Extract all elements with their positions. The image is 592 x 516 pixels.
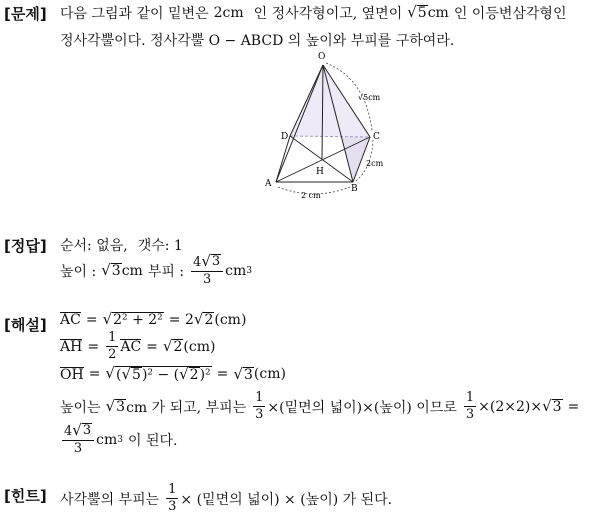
vertex-label-o: O — [318, 52, 326, 62]
solution-line-ac: AC = √ 2² + 2² = 2 √ 2 (cm) — [60, 310, 247, 329]
vertex-label-b: B — [351, 184, 358, 194]
solution-line-text: 높이는 √ 3 cm 가 되고, 부피는 $\frac{1}{3}$ ×(밑면의 넓이)×(높이) 이므로 $\frac{1}{3}$ ×(2×2)× √ 3 = — [60, 390, 580, 423]
vertex-label-a: A — [265, 179, 272, 189]
answer-line-1 — [60, 235, 183, 255]
edge-unit: cm — [427, 5, 449, 21]
solution-line-result: 4 √ 3 3 cm 3 이 된다. — [64, 421, 178, 457]
sqrt-expression: √ 2 — [193, 310, 214, 329]
problem-label: [문제] — [4, 5, 47, 23]
sqrt-expression: √ 2² + 2² — [102, 310, 163, 329]
vertex-label-c: C — [373, 132, 380, 142]
side-length-label: 2cm — [366, 159, 384, 168]
answer-label: [정답] — [4, 237, 47, 255]
problem-text: 정사각뿔이다. 정사각뿔 O − ABCD 의 높이와 부피를 구하여라. — [60, 33, 455, 49]
result-fraction: 4 √ 3 3 — [62, 423, 94, 458]
segment-ac: AC — [60, 312, 81, 329]
slant-length-label: √5cm — [358, 93, 381, 102]
hint-line: 사각뿔의 부피는 $\frac{1}{3}$ × (밑면의 넓이) × (높이) 가 된다. — [60, 482, 393, 515]
pyramid-figure — [260, 45, 400, 205]
sqrt-expression: √ ( √ 5 )² − ( √ 2 )² — [105, 364, 211, 383]
sqrt-expression: √ 5 — [407, 3, 427, 22]
sqrt-expression: √ 3 — [105, 396, 126, 415]
edge-ad — [276, 136, 290, 182]
foot-label-h: H — [316, 167, 324, 177]
segment-ah: AH — [60, 338, 83, 355]
sqrt-expression: √ 3 — [101, 261, 121, 280]
segment-ac-ref: AC — [120, 338, 142, 355]
third-fraction: $\frac{1}{3}$ — [255, 390, 264, 423]
answer-line-2: 높이 : √ 3 cm 부피 : 4 √ 3 3 cm 3 — [60, 252, 253, 288]
vertex-label-d: D — [281, 132, 289, 142]
volume-unit: cm — [225, 263, 247, 280]
sqrt-expression: √ 2 — [162, 336, 183, 355]
solution-label: [해설] — [4, 316, 47, 334]
problem-text: 인 이등변삼각형인 — [453, 6, 567, 22]
solution-line-oh: OH = √ ( √ 5 )² − ( √ 2 )² = √ 3 (cm) — [60, 364, 286, 383]
volume-fraction: 4 √ 3 3 — [191, 254, 223, 289]
sqrt-expression: √ 3 — [233, 364, 253, 383]
problem-text: 다음 그림과 같이 밑변은 — [60, 6, 209, 22]
segment-oh: OH — [60, 366, 84, 383]
solution-line-ah: AH = $\frac{1}{2}$ AC = √ 2 (cm) — [60, 330, 216, 363]
half-fraction: $\frac{1}{2}$ — [108, 330, 117, 363]
hint-fraction: $\frac{1}{3}$ — [168, 482, 177, 515]
problem-line-1 — [60, 3, 566, 23]
third-fraction: $\frac{1}{3}$ — [465, 390, 475, 423]
answer-count: 갯수: 1 — [137, 238, 183, 254]
base-value: 2cm — [213, 5, 244, 21]
sqrt-expression: √ 3 — [542, 396, 562, 415]
height-unit: cm — [121, 263, 143, 280]
hint-label: [힌트] — [4, 487, 47, 505]
height-label: 높이 : — [60, 264, 97, 281]
base-length-label: 2 cm — [301, 191, 321, 200]
answer-order: 순서: 없음, — [60, 238, 128, 254]
volume-label: 부피 : — [147, 264, 185, 281]
problem-text: 인 정사각형이고, 옆면이 — [253, 6, 403, 22]
